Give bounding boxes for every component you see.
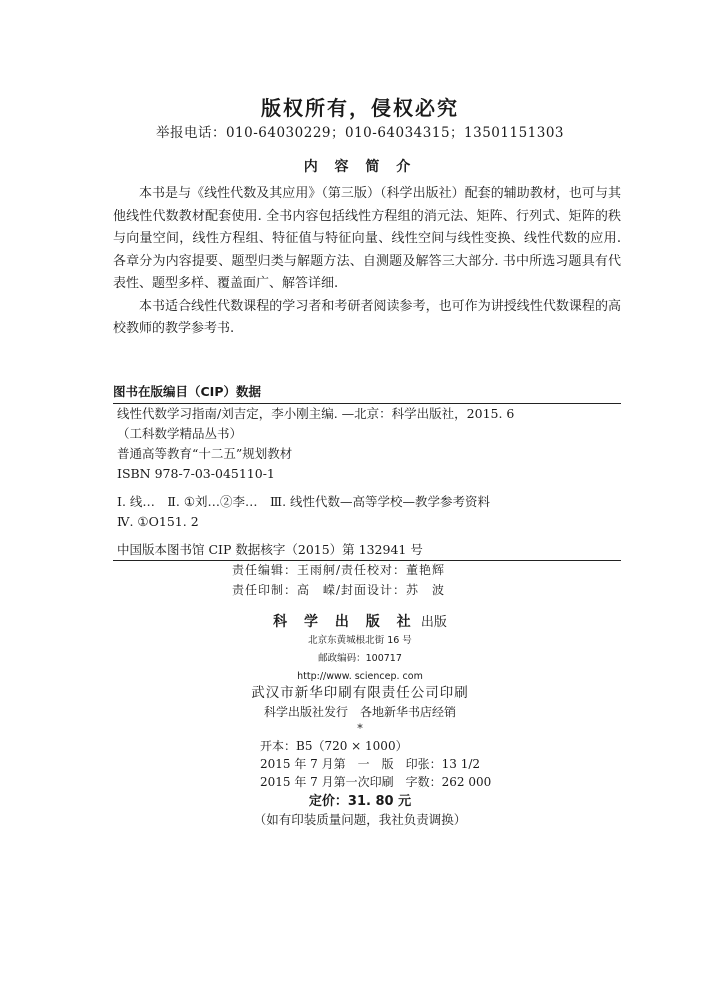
copyright-notice: 版权所有，侵权必究	[261, 96, 459, 120]
summary-heading: 内 容 简 介	[303, 159, 417, 175]
book-specs	[260, 737, 491, 791]
cip-data-block	[113, 382, 621, 561]
spec-impression: 2015 年 7 月第一次印刷 字数：262 000	[260, 775, 492, 789]
report-hotline: 举报电话：010-64030229；010-64034315；13501151303	[155, 125, 565, 141]
cip-title: 图书在版编目（CIP）数据	[113, 384, 261, 399]
cip-line: ISBN 978-7-03-045110-1	[117, 466, 275, 481]
cip-record-number: 中国版本图书馆 CIP 数据核字（2015）第 132941 号	[117, 542, 423, 557]
cip-body	[113, 404, 621, 532]
cip-line: （工科数学精品丛书）	[117, 426, 243, 441]
publisher-postcode: 邮政编码：100717	[318, 653, 402, 664]
separator-star: *	[357, 722, 363, 735]
summary-text	[113, 183, 621, 341]
publisher-info	[0, 632, 720, 686]
summary-paragraph: 本书适合线性代数课程的学习者和考研者阅读参考，也可作为讲授线性代数课程的高校教师的教学参考书.	[113, 298, 621, 336]
cip-classification-line: Ⅰ. 线… Ⅱ. ①刘…②李… Ⅲ. 线性代数—高等学校—教学参考资料	[117, 494, 491, 509]
publisher-name: 科 学 出 版 社	[273, 614, 417, 630]
quality-notice: （如有印装质量问题，我社负责调换）	[253, 812, 467, 827]
staff-line: 责任印制：高 嵘/封面设计：苏 波	[232, 583, 446, 597]
publisher-address: 北京东黄城根北街 16 号	[308, 635, 412, 646]
summary-paragraph: 本书是与《线性代数及其应用》（第三版）（科学出版社）配套的辅助教材，也可与其他线性代数教材配套使用. 全书内容包括线性方程组的消元法、矩阵、行列式、矩阵的秩与向量空间，线性方程组、特征值与特征向量、线性空间与线性变换、线性代数的应用. 各章分为内容提要、题型归类与解题方法、自测题及解答三大部分. 书中所选习题具有代表性、题型多样、覆盖面广、解答详细.	[113, 186, 621, 291]
cip-line: 普通高等教育“十二五”规划教材	[117, 446, 293, 461]
spec-format: 开本：B5（720 × 1000）	[260, 739, 408, 753]
cip-gap	[117, 484, 621, 492]
spec-edition: 2015 年 7 月第 一 版 印张：13 1/2	[260, 757, 481, 771]
publisher-suffix: 出版	[420, 615, 447, 630]
printer: 武汉市新华印刷有限责任公司印刷	[251, 685, 469, 701]
staff-line: 责任编辑：王雨舸/责任校对：董艳辉	[232, 563, 446, 577]
cip-line: 线性代数学习指南/刘吉定，李小刚主编. —北京：科学出版社，2015. 6	[117, 406, 515, 421]
distributor: 科学出版社发行 各地新华书店经销	[263, 705, 456, 719]
publisher-line	[0, 611, 720, 631]
staff-credits	[232, 560, 445, 600]
cip-classification-line: Ⅳ. ①O151. 2	[117, 514, 199, 529]
publisher-website: http://www. sciencep. com	[297, 671, 423, 682]
price: 定价：31. 80 元	[308, 794, 412, 809]
